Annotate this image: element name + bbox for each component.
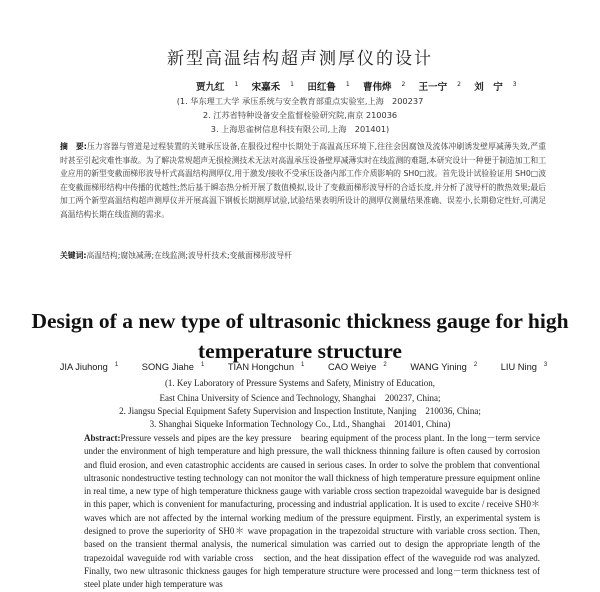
- english-affiliation-1b: East China University of Science and Technology, Shanghai 200237, China;: [159, 393, 441, 403]
- english-author: TIAN Hongchun $^1$: [227, 362, 305, 373]
- chinese-authors: [196, 79, 527, 93]
- english-author: JIA Jiuhong $^1$: [59, 362, 119, 373]
- english-author: CAO Weiye $^2$: [327, 362, 387, 373]
- chinese-keywords: [60, 250, 546, 261]
- chinese-author: 宋嘉禾 $^1$: [251, 80, 294, 93]
- chinese-author: 贾九红 $^1$: [196, 80, 239, 93]
- chinese-title: 新型高温结构超声测厚仪的设计: [167, 49, 433, 69]
- chinese-abstract: [60, 140, 546, 222]
- chinese-affiliation-2: 2. 江苏省特种设备安全监督检验研究院,南京 210036: [202, 110, 398, 120]
- chinese-author: 田红鲁 $^1$: [307, 80, 350, 93]
- chinese-keywords-label: 关键词:: [60, 251, 87, 260]
- english-abstract: [84, 432, 540, 592]
- english-title: Design of a new type of ultrasonic thickness gauge for high temperature structure: [31, 309, 569, 363]
- chinese-affiliation-3: 3. 上海思雀树信息科技有限公司,上海 201401): [210, 124, 390, 134]
- chinese-keywords-text: 高温结构;腐蚀减薄;在线监测;波导杆技术;变截面梯形波导杆: [86, 251, 292, 260]
- english-author: LIU Ning $^3$: [500, 362, 548, 373]
- chinese-author: 刘 宁 $^3$: [474, 80, 517, 93]
- english-authors: [0, 362, 600, 372]
- chinese-abstract-text: 压力容器与管道是过程装置的关键承压设备,在服役过程中长期处于高温高压环境下,往往会因腐蚀及流体冲刷诱发壁厚减薄失效,严重时甚至引起灾难性事故。为了解决常规超声无损检测技术无法对高温承压设备壁厚减薄实时在线监测的难题,本研究设计一种便于制造加工和工业应用的新型变截面梯形波导杆式高温结构测厚仪,用于激发/接收不受承压设备内部工作介质影响的 SH0□波。首先设计试验验证用 SH0□波在变截面梯形结构中传播的优越性;然后基于瞬态热分析开展了数值模拟,设计了变截面梯形波导杆的合适长度,并分析了波导杆的散热效果;最后加工两个新型高温结构超声测厚仪并开展高温下钢板长期测厚试验,试验结果表明所设计的测厚仪测量结果准确、误差小,长期稳定性好,可满足高温结构长期在线监测的需求。: [60, 142, 546, 219]
- english-affiliation-3: 3. Shanghai Siqueke Information Technology Co., Ltd., Shanghai 201401, China): [149, 419, 451, 429]
- chinese-author: 王一宁 $^2$: [418, 80, 461, 93]
- chinese-author: 曹伟烨 $^2$: [362, 80, 406, 93]
- english-affiliation-1: (1. Key Laboratory of Pressure Systems and Safety, Ministry of Education,: [164, 378, 436, 388]
- english-affiliation-2: 2. Jiangsu Special Equipment Safety Supervision and Inspection Institute, Nanjing 210036, China;: [119, 406, 481, 416]
- english-author: WANG Yining $^2$: [410, 362, 478, 373]
- english-author: SONG Jiahe $^1$: [141, 362, 205, 373]
- chinese-affiliation-1: (1. 华东理工大学 承压系统与安全教育部重点实验室,上海 200237: [176, 96, 424, 106]
- chinese-abstract-label: 摘 要:: [60, 142, 87, 151]
- english-abstract-label: Abstract:: [84, 433, 121, 443]
- english-abstract-text: Pressure vessels and pipes are the key pressure bearing equipment of the process plant. In the long－term service under the environment of high temperature and high pressure, the wall thickness thinning failure is often caused by corrosion and fluid erosion, and even catastrophic accidents are caused in serious cases. In order to solve the problem that conventional ultrasonic nondestructive testing technology can not monitor the wall thickness of high temperature pressure equipment online in real time, a new type of high temperature thickness gauge with variable cross section trapezoidal waveguide bar is designed in this paper, which is convenient for manufacturing, processing and industrial application. It is used to excite / receive SH0＊ waves which are not affected by the internal working medium of the pressure equipment. Firstly, an experimental system is designed to prove the superiority of SH0＊ wave propagation in the trapezoidal structure with variable cross section. Then, based on the transient thermal analysis, the numerical simulation was carried out to design the appropriate length of the trapezoidal waveguide rod with variable cross section, and the heat dissipation effect of the waveguide rod was analyzed. Finally, two new ultrasonic thickness gauges for high temperature structure were processed and long－term thickness test of steel plate under high temperature was: [84, 433, 540, 590]
